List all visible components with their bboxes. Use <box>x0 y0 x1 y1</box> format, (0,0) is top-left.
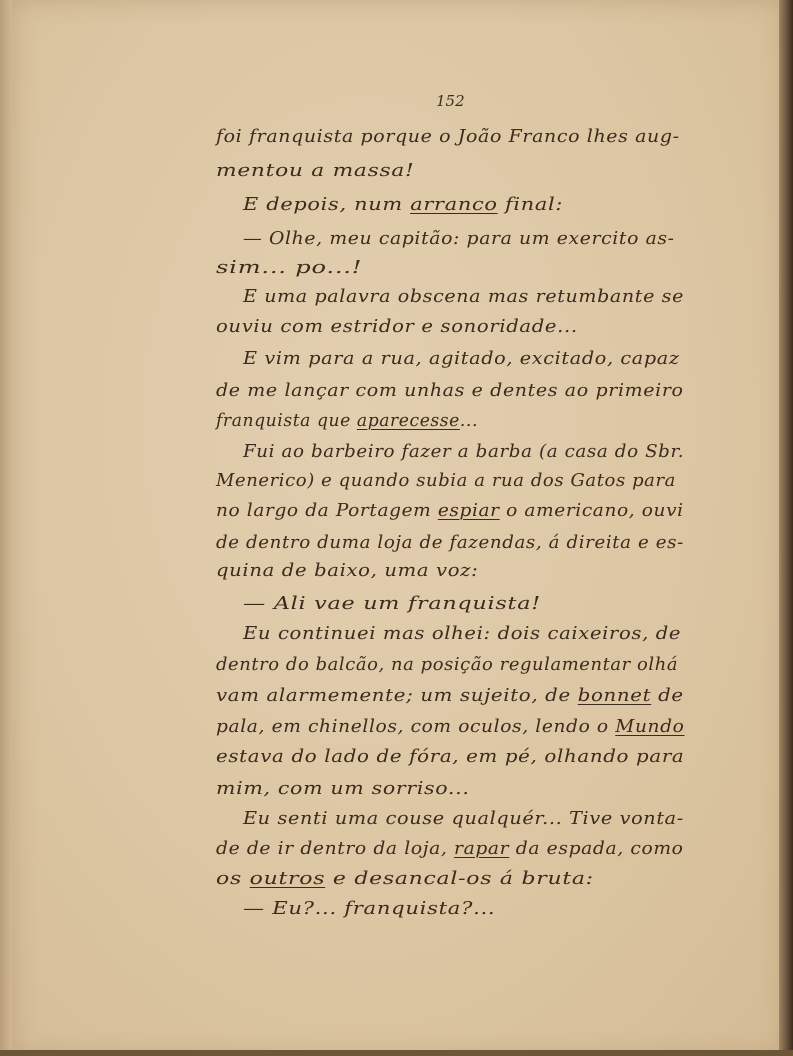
line-text: estava do lado de fóra, em pé, olhando para <box>216 746 685 767</box>
manuscript-line <box>243 230 675 248</box>
line-text: no largo da Portagem <box>216 500 438 521</box>
manuscript-line <box>216 718 684 736</box>
manuscript-line <box>216 687 684 705</box>
line-text: vam alarmemente; um sujeito, de <box>216 685 578 706</box>
manuscript-line <box>243 350 680 368</box>
line-text: mentou a massa! <box>216 160 415 181</box>
line-text: o americano, ouvi <box>499 500 684 521</box>
line-text: de me lançar com unhas e dentes ao primeiro <box>216 380 684 401</box>
manuscript-line <box>216 412 478 430</box>
manuscript-line <box>216 562 478 580</box>
line-text: de de ir dentro da loja, <box>216 838 455 859</box>
manuscript-line <box>243 288 684 306</box>
line-text: Menerico) e quando subia a rua dos Gatos para <box>216 470 676 491</box>
line-text: dentro do balcão, na posição regulamentar olhá <box>216 654 679 675</box>
manuscript-line <box>243 810 684 828</box>
manuscript-line <box>216 840 684 858</box>
manuscript-line <box>243 595 541 613</box>
manuscript-line <box>216 128 680 146</box>
manuscript-line <box>243 900 495 918</box>
manuscript-line <box>216 259 362 277</box>
line-text: sim... po...! <box>216 257 363 278</box>
underlined-word: bonnet <box>577 685 652 706</box>
line-text: — Olhe, meu capitão: para um exercito as- <box>243 228 675 249</box>
line-text: E depois, num <box>243 194 411 215</box>
line-text: foi franquista porque o João Franco lhes aug- <box>216 126 680 147</box>
line-text: e desancal-os á bruta: <box>325 868 594 889</box>
underlined-word: outros <box>249 868 326 889</box>
manuscript-line <box>216 534 684 552</box>
line-text: — Ali vae um franquista! <box>243 593 541 614</box>
line-text: — Eu?... franquista?... <box>243 898 496 919</box>
line-text: Eu senti uma couse qualquér... Tive vonta- <box>243 808 684 829</box>
underlined-word: arranco <box>410 194 498 215</box>
manuscript-line <box>243 196 563 214</box>
line-text: franquista que <box>216 410 357 431</box>
manuscript-line <box>243 443 684 461</box>
line-text: os <box>216 868 250 889</box>
line-text: ouviu com estridor e sonoridade... <box>216 316 578 337</box>
line-text: mim, com um sorriso... <box>216 778 470 799</box>
manuscript-line <box>216 502 684 520</box>
underlined-word: aparecesse <box>356 410 460 431</box>
line-text: final: <box>497 194 564 215</box>
manuscript-line <box>216 162 414 180</box>
manuscript-line <box>243 625 681 643</box>
line-text: da espada, como <box>509 838 684 859</box>
line-text: pala, em chinellos, com oculos, lendo o <box>216 716 616 737</box>
line-text: quina de baixo, uma voz: <box>216 560 479 581</box>
underlined-word: espiar <box>437 500 500 521</box>
underlined-word: Mundo <box>615 716 685 737</box>
manuscript-line <box>216 318 578 336</box>
line-text: E vim para a rua, agitado, excitado, capaz <box>243 348 680 369</box>
manuscript-line <box>216 472 676 490</box>
manuscript-line <box>216 382 684 400</box>
line-text: Fui ao barbeiro fazer a barba (a casa do Sbr. <box>243 441 685 462</box>
underlined-word: rapar <box>454 838 510 859</box>
page-number: 152 <box>436 92 465 110</box>
manuscript-line <box>216 656 678 674</box>
manuscript-line <box>216 780 470 798</box>
line-text: de <box>651 685 684 706</box>
manuscript-line <box>216 748 684 766</box>
line-text: ... <box>459 410 478 431</box>
manuscript-line <box>216 870 594 888</box>
line-text: E uma palavra obscena mas retumbante se <box>243 286 684 307</box>
line-text: Eu continuei mas olhei: dois caixeiros, de <box>243 623 682 644</box>
line-text: de dentro duma loja de fazendas, á direita e es- <box>216 532 684 553</box>
